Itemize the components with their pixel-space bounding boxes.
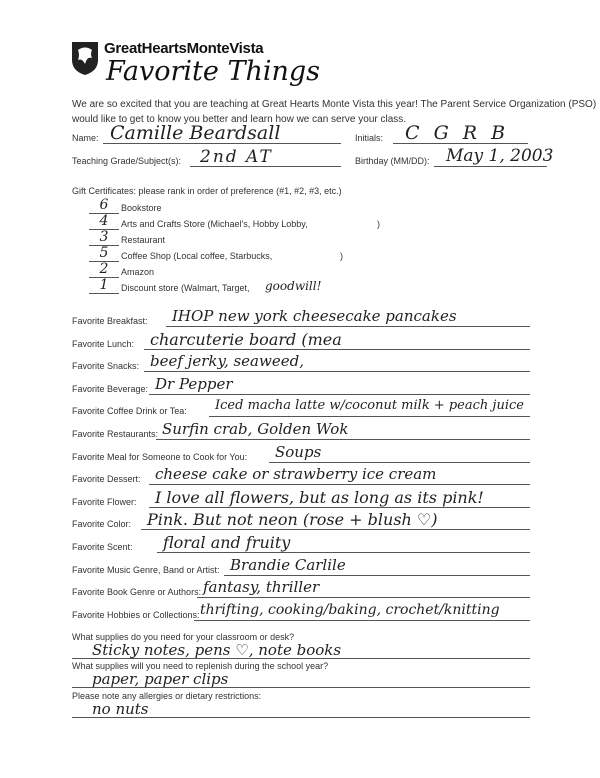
birthday-field[interactable]: May 1, 2003: [446, 146, 554, 166]
favorite-answer-field[interactable]: Dr Pepper: [155, 375, 233, 393]
favorite-answer-field[interactable]: charcuterie board (mea: [150, 330, 342, 349]
gift-rank-field[interactable]: 6: [99, 197, 109, 213]
name-field[interactable]: Camille Beardsall: [110, 122, 281, 144]
gift-rank-field[interactable]: 4: [99, 213, 109, 229]
favorite-line: [141, 529, 530, 530]
gift-rank-field[interactable]: 3: [99, 229, 109, 245]
gift-rank-field[interactable]: 1: [99, 277, 109, 293]
favorite-answer-field[interactable]: Surfin crab, Golden Wok: [162, 420, 349, 438]
question-answer-field[interactable]: paper, paper clips: [92, 670, 229, 688]
question-answer-field[interactable]: no nuts: [92, 700, 149, 718]
page-title: Favorite Things: [106, 56, 321, 87]
favorite-line: [194, 620, 530, 621]
favorite-line: [157, 552, 530, 553]
favorite-label: Favorite Music Genre, Band or Artist:: [72, 565, 220, 575]
favorite-line: [209, 416, 530, 417]
favorite-line: [156, 439, 530, 440]
birthday-label: Birthday (MM/DD):: [355, 156, 430, 166]
favorite-answer-field[interactable]: beef jerky, seaweed,: [150, 352, 304, 370]
favorite-label: Favorite Beverage:: [72, 384, 149, 394]
favorite-answer-field[interactable]: I love all flowers, but as long as its pink!: [155, 488, 484, 507]
favorite-label: Favorite Meal for Someone to Cook for You:: [72, 452, 248, 462]
favorite-answer-field[interactable]: floral and fruity: [163, 533, 291, 552]
initials-field[interactable]: C G R B: [405, 122, 510, 144]
question-answer-field[interactable]: Sticky notes, pens ♡, note books: [92, 641, 342, 659]
favorite-label: Favorite Scent:: [72, 542, 133, 552]
favorite-answer-field[interactable]: Brandie Carlile: [230, 556, 346, 574]
favorite-line: [197, 597, 530, 598]
gift-rank-field[interactable]: 2: [99, 261, 109, 277]
gift-heading: Gift Certificates: please rank in order of preference (#1, #2, #3, etc.): [72, 186, 342, 196]
gift-option-label: Amazon: [121, 267, 155, 277]
gift-option-label: Discount store (Walmart, Target,: [121, 283, 250, 293]
favorite-answer-field[interactable]: fantasy, thriller: [203, 578, 320, 596]
initials-label: Initials:: [355, 133, 384, 143]
gift-option-extra: ): [340, 251, 343, 261]
logo: [70, 40, 100, 76]
gift-rank-line: [89, 293, 119, 294]
favorite-label: Favorite Flower:: [72, 497, 137, 507]
favorite-answer-field[interactable]: cheese cake or strawberry ice cream: [155, 465, 437, 483]
gift-option-label: Bookstore: [121, 203, 162, 213]
favorite-answer-field[interactable]: thrifting, cooking/baking, crochet/knitting: [200, 602, 500, 618]
gift-option-extra: ): [377, 219, 380, 229]
question-label: Please note any allergies or dietary restrictions:: [72, 691, 262, 701]
favorite-label: Favorite Dessert:: [72, 474, 141, 484]
birthday-line: [434, 166, 547, 167]
lion-crest-icon: [70, 40, 100, 76]
favorite-line: [149, 507, 530, 508]
favorite-line: [144, 371, 530, 372]
favorite-label: Favorite Restaurants:: [72, 429, 159, 439]
favorite-line: [224, 575, 530, 576]
grade-field[interactable]: 2nd AT: [200, 147, 273, 167]
favorite-label: Favorite Color:: [72, 519, 132, 529]
question-label: What supplies do you need for your classroom or desk?: [72, 632, 295, 642]
favorite-label: Favorite Lunch:: [72, 339, 135, 349]
favorite-line: [149, 484, 530, 485]
favorite-line: [144, 349, 530, 350]
favorite-answer-field[interactable]: Soups: [275, 443, 322, 461]
gift-option-label: Arts and Crafts Store (Michael's, Hobby Lobby,: [121, 219, 308, 229]
name-label: Name:: [72, 133, 99, 143]
brand-name: GreatHeartsMonteVista: [104, 40, 264, 57]
gift-option-label: Coffee Shop (Local coffee, Starbucks,: [121, 251, 273, 261]
favorite-label: Favorite Book Genre or Authors:: [72, 587, 202, 597]
grade-label: Teaching Grade/Subject(s):: [72, 156, 182, 166]
intro-text: We are so excited that you are teaching at Great Hearts Monte Vista this year! The Parent Service Organization (PSO) would like to get to know you better and learn how we can serve your class.: [72, 99, 597, 125]
favorite-label: Favorite Hobbies or Collections:: [72, 610, 200, 620]
favorite-label: Favorite Snacks:: [72, 361, 140, 371]
favorite-answer-field[interactable]: Pink. But not neon (rose + blush ♡): [147, 510, 438, 529]
favorite-label: Favorite Coffee Drink or Tea:: [72, 406, 187, 416]
favorite-answer-field[interactable]: IHOP new york cheesecake pancakes: [172, 307, 457, 325]
question-label: What supplies will you need to replenish during the school year?: [72, 661, 329, 671]
favorite-line: [166, 326, 530, 327]
favorite-line: [269, 462, 530, 463]
favorite-line: [149, 394, 530, 395]
gift-option-extra: goodwill!: [265, 279, 322, 293]
gift-rank-field[interactable]: 5: [99, 245, 109, 261]
favorite-answer-field[interactable]: Iced macha latte w/coconut milk + peach juice: [215, 398, 524, 413]
favorite-label: Favorite Breakfast:: [72, 316, 148, 326]
gift-option-label: Restaurant: [121, 235, 166, 245]
